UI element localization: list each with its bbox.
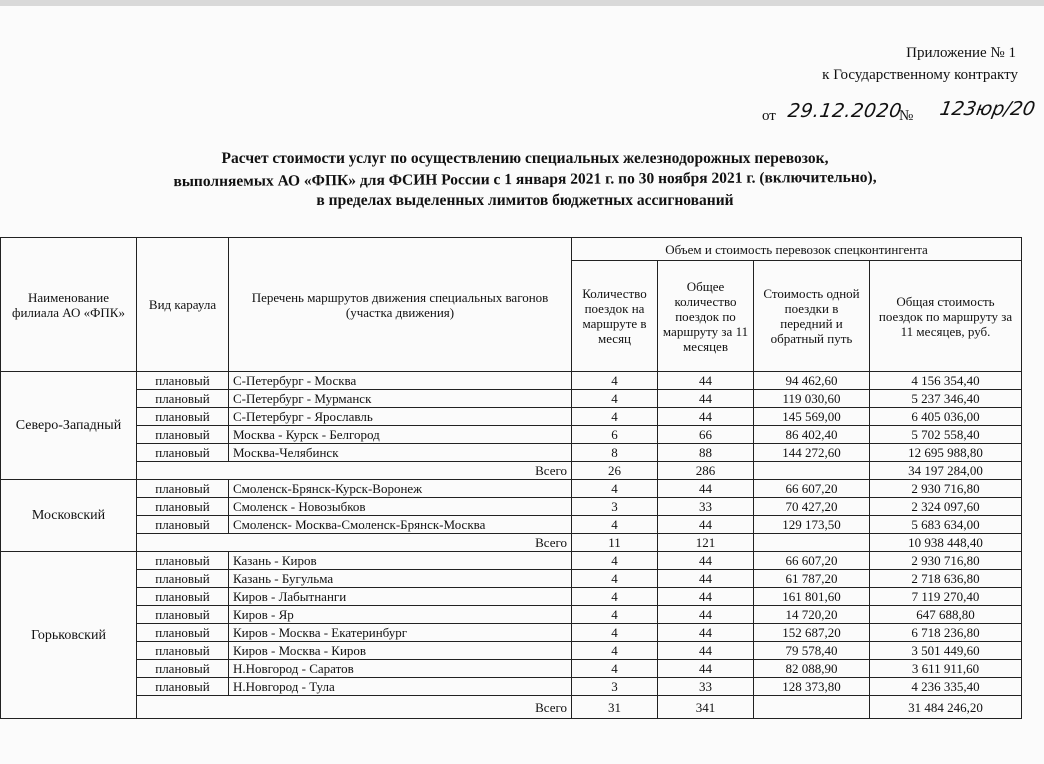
trips-per-month: 4 xyxy=(572,606,658,624)
cost-one-trip: 61 787,20 xyxy=(754,570,870,588)
trips-total: 44 xyxy=(658,390,754,408)
total-row xyxy=(1,534,1022,552)
header-guard: Вид караула xyxy=(137,238,229,372)
guard-type: плановый xyxy=(137,552,229,570)
table-row xyxy=(1,552,1022,570)
table-row xyxy=(1,678,1022,696)
total-cost-one-empty xyxy=(754,462,870,480)
number-prefix: № xyxy=(899,108,914,124)
contract-date-line xyxy=(762,98,1044,130)
table-row xyxy=(1,516,1022,534)
guard-type: плановый xyxy=(137,498,229,516)
route-name: Казань - Киров xyxy=(229,552,572,570)
cost-total: 6 405 036,00 xyxy=(870,408,1022,426)
scan-top-edge xyxy=(0,0,1044,6)
cost-total: 2 930 716,80 xyxy=(870,552,1022,570)
guard-type: плановый xyxy=(137,480,229,498)
header-trips-month: Количество поездок на маршруте в месяц xyxy=(572,261,658,372)
cost-total: 3 611 911,60 xyxy=(870,660,1022,678)
route-name: С-Петербург - Мурманск xyxy=(229,390,572,408)
cost-one-trip: 94 462,60 xyxy=(754,372,870,390)
trips-total: 88 xyxy=(658,444,754,462)
table-row xyxy=(1,408,1022,426)
appendix-header xyxy=(822,42,1016,86)
guard-type: плановый xyxy=(137,516,229,534)
trips-per-month: 4 xyxy=(572,642,658,660)
table-row xyxy=(1,624,1022,642)
route-name: Киров - Яр xyxy=(229,606,572,624)
handwritten-contract-number: 123юр/20 xyxy=(938,98,1037,120)
total-row xyxy=(1,696,1022,719)
trips-per-month: 4 xyxy=(572,570,658,588)
trips-per-month: 8 xyxy=(572,444,658,462)
trips-total: 44 xyxy=(658,372,754,390)
trips-total: 44 xyxy=(658,552,754,570)
trips-total: 44 xyxy=(658,624,754,642)
cost-table xyxy=(0,237,1022,719)
cost-one-trip: 79 578,40 xyxy=(754,642,870,660)
total-label: Всего xyxy=(137,696,572,719)
table-row xyxy=(1,570,1022,588)
trips-total: 44 xyxy=(658,642,754,660)
title-line2: выполняемых АО «ФПК» для ФСИН России с 1 января 2021 г. по 30 ноября 2021 г. (включительно), xyxy=(173,168,877,191)
total-label: Всего xyxy=(137,462,572,480)
cost-one-trip: 82 088,90 xyxy=(754,660,870,678)
trips-total: 44 xyxy=(658,480,754,498)
trips-per-month: 4 xyxy=(572,480,658,498)
cost-total: 2 718 636,80 xyxy=(870,570,1022,588)
document-title xyxy=(95,148,955,211)
table-row xyxy=(1,660,1022,678)
cost-total: 647 688,80 xyxy=(870,606,1022,624)
cost-one-trip: 145 569,00 xyxy=(754,408,870,426)
cost-one-trip: 144 272,60 xyxy=(754,444,870,462)
trips-per-month: 4 xyxy=(572,516,658,534)
cost-one-trip: 152 687,20 xyxy=(754,624,870,642)
cost-one-trip: 86 402,40 xyxy=(754,426,870,444)
trips-total: 44 xyxy=(658,606,754,624)
appendix-line1: Приложение № 1 xyxy=(906,45,1016,61)
route-name: Н.Новгород - Тула xyxy=(229,678,572,696)
branch-name: Горьковский xyxy=(1,552,137,719)
header-trips-total: Общее количество поездок по маршруту за 11 месяцев xyxy=(658,261,754,372)
cost-one-trip: 161 801,60 xyxy=(754,588,870,606)
trips-per-month: 4 xyxy=(572,552,658,570)
total-cost-sum: 34 197 284,00 xyxy=(870,462,1022,480)
cost-one-trip: 129 173,50 xyxy=(754,516,870,534)
guard-type: плановый xyxy=(137,624,229,642)
table-row xyxy=(1,498,1022,516)
trips-per-month: 4 xyxy=(572,588,658,606)
cost-one-trip: 66 607,20 xyxy=(754,552,870,570)
table-row xyxy=(1,372,1022,390)
cost-total: 7 119 270,40 xyxy=(870,588,1022,606)
trips-per-month: 3 xyxy=(572,678,658,696)
route-name: Смоленск- Москва-Смоленск-Брянск-Москва xyxy=(229,516,572,534)
trips-total: 66 xyxy=(658,426,754,444)
trips-per-month: 4 xyxy=(572,372,658,390)
header-cost-one: Стоимость одной поездки в передний и обратный путь xyxy=(754,261,870,372)
total-cost-one-empty xyxy=(754,696,870,719)
table-body xyxy=(1,372,1022,719)
route-name: С-Петербург - Москва xyxy=(229,372,572,390)
cost-total: 3 501 449,60 xyxy=(870,642,1022,660)
cost-total: 6 718 236,80 xyxy=(870,624,1022,642)
trips-total: 44 xyxy=(658,408,754,426)
table-row xyxy=(1,606,1022,624)
route-name: Киров - Москва - Киров xyxy=(229,642,572,660)
trips-per-month: 6 xyxy=(572,426,658,444)
guard-type: плановый xyxy=(137,660,229,678)
guard-type: плановый xyxy=(137,642,229,660)
route-name: Киров - Москва - Екатеринбург xyxy=(229,624,572,642)
route-name: Киров - Лабытнанги xyxy=(229,588,572,606)
trips-per-month: 4 xyxy=(572,390,658,408)
total-trips-month: 31 xyxy=(572,696,658,719)
total-cost-sum: 31 484 246,20 xyxy=(870,696,1022,719)
route-name: Смоленск - Новозыбков xyxy=(229,498,572,516)
trips-total: 44 xyxy=(658,588,754,606)
total-trips-total: 341 xyxy=(658,696,754,719)
total-cost-one-empty xyxy=(754,534,870,552)
route-name: С-Петербург - Ярославль xyxy=(229,408,572,426)
title-line3: в пределах выделенных лимитов бюджетных ассигнований xyxy=(316,192,734,209)
cost-total: 2 930 716,80 xyxy=(870,480,1022,498)
total-trips-month: 11 xyxy=(572,534,658,552)
table-row xyxy=(1,642,1022,660)
trips-total: 33 xyxy=(658,678,754,696)
header-routes: Перечень маршрутов движения специальных вагонов (участка движения) xyxy=(229,238,572,372)
appendix-line2: к Государственному контракту xyxy=(822,67,1018,83)
total-trips-total: 286 xyxy=(658,462,754,480)
cost-total: 12 695 988,80 xyxy=(870,444,1022,462)
table-row xyxy=(1,390,1022,408)
cost-one-trip: 70 427,20 xyxy=(754,498,870,516)
table-row xyxy=(1,588,1022,606)
cost-one-trip: 119 030,60 xyxy=(754,390,870,408)
guard-type: плановый xyxy=(137,426,229,444)
cost-one-trip: 66 607,20 xyxy=(754,480,870,498)
total-cost-sum: 10 938 448,40 xyxy=(870,534,1022,552)
handwritten-date: 29.12.2020 xyxy=(786,100,904,122)
branch-name: Московский xyxy=(1,480,137,552)
trips-total: 33 xyxy=(658,498,754,516)
total-label: Всего xyxy=(137,534,572,552)
cost-one-trip: 14 720,20 xyxy=(754,606,870,624)
route-name: Н.Новгород - Саратов xyxy=(229,660,572,678)
trips-total: 44 xyxy=(658,516,754,534)
table-row xyxy=(1,480,1022,498)
cost-total: 4 156 354,40 xyxy=(870,372,1022,390)
header-group: Объем и стоимость перевозок спецконтингента xyxy=(572,238,1022,261)
guard-type: плановый xyxy=(137,570,229,588)
trips-per-month: 4 xyxy=(572,408,658,426)
total-row xyxy=(1,462,1022,480)
trips-total: 44 xyxy=(658,660,754,678)
date-prefix: от xyxy=(762,108,776,124)
guard-type: плановый xyxy=(137,408,229,426)
total-trips-month: 26 xyxy=(572,462,658,480)
cost-total: 5 683 634,00 xyxy=(870,516,1022,534)
guard-type: плановый xyxy=(137,606,229,624)
route-name: Москва-Челябинск xyxy=(229,444,572,462)
trips-per-month: 4 xyxy=(572,624,658,642)
branch-name: Северо-Западный xyxy=(1,372,137,480)
guard-type: плановый xyxy=(137,372,229,390)
cost-total: 5 702 558,40 xyxy=(870,426,1022,444)
route-name: Москва - Курск - Белгород xyxy=(229,426,572,444)
header-cost-total: Общая стоимость поездок по маршруту за 11 месяцев, руб. xyxy=(870,261,1022,372)
cost-total: 5 237 346,40 xyxy=(870,390,1022,408)
trips-total: 44 xyxy=(658,570,754,588)
cost-total: 4 236 335,40 xyxy=(870,678,1022,696)
total-trips-total: 121 xyxy=(658,534,754,552)
route-name: Казань - Бугульма xyxy=(229,570,572,588)
route-name: Смоленск-Брянск-Курск-Воронеж xyxy=(229,480,572,498)
cost-one-trip: 128 373,80 xyxy=(754,678,870,696)
header-branch: Наименование филиала АО «ФПК» xyxy=(1,238,137,372)
guard-type: плановый xyxy=(137,678,229,696)
guard-type: плановый xyxy=(137,588,229,606)
cost-total: 2 324 097,60 xyxy=(870,498,1022,516)
table-row xyxy=(1,444,1022,462)
guard-type: плановый xyxy=(137,390,229,408)
table-row xyxy=(1,426,1022,444)
guard-type: плановый xyxy=(137,444,229,462)
trips-per-month: 3 xyxy=(572,498,658,516)
title-line1: Расчет стоимости услуг по осуществлению специальных железнодорожных перевозок, xyxy=(221,150,829,167)
trips-per-month: 4 xyxy=(572,660,658,678)
